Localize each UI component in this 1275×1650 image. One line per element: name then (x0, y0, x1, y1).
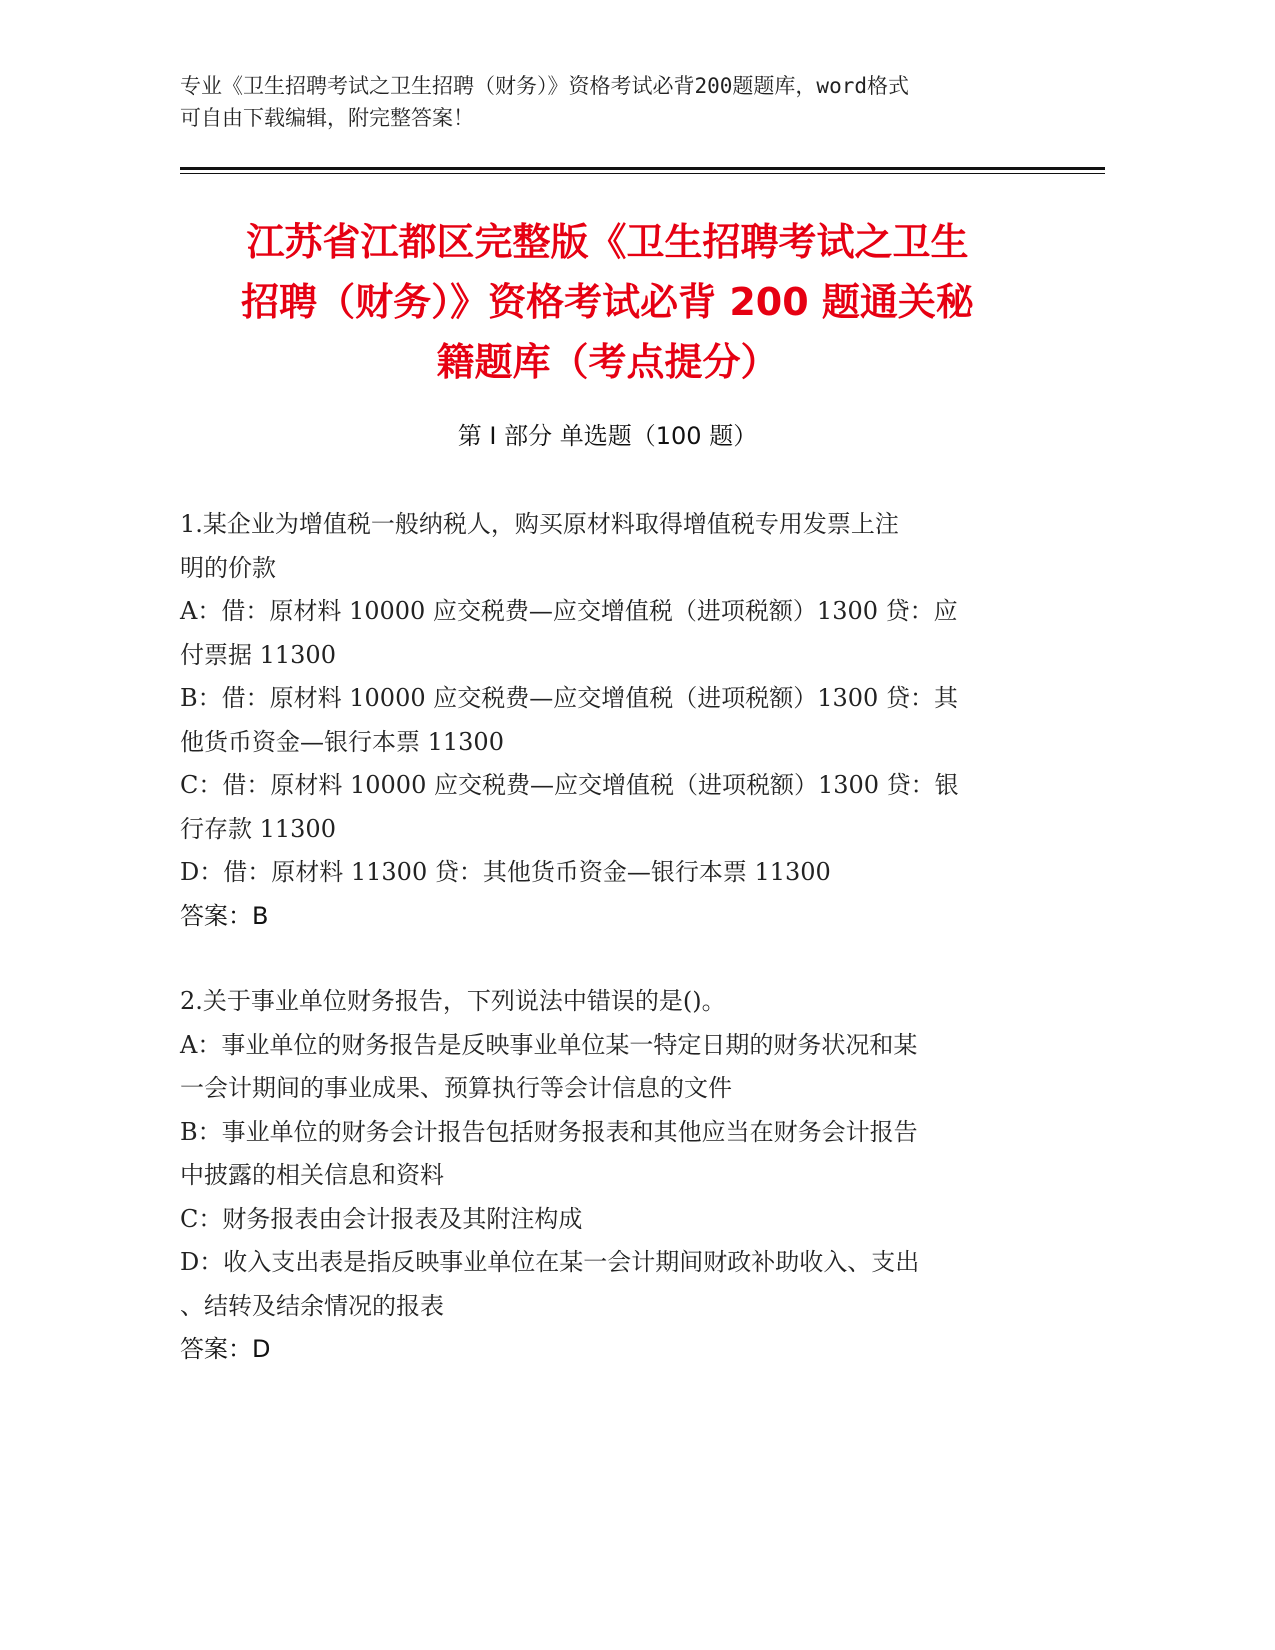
option-line: B：借：原材料 10000 应交税费—应交增值税（进项税额）1300 贷：其 (180, 684, 958, 712)
answer-line: 答案：B (180, 901, 269, 930)
question-2 (180, 980, 1040, 1372)
option-line: 中披露的相关信息和资料 (180, 1161, 444, 1189)
option-line: B：事业单位的财务会计报告包括财务报表和其他应当在财务会计报告 (180, 1117, 918, 1146)
option-line: 一会计期间的事业成果、预算执行等会计信息的文件 (180, 1074, 732, 1102)
header-divider-thin (180, 173, 1105, 174)
document-title-line-3: 籍题库（考点提分） (436, 340, 779, 384)
header-divider-thick (180, 167, 1105, 170)
question-stem-line: 1.某企业为增值税一般纳税人，购买原材料取得增值税专用发票上注 (180, 510, 899, 538)
option-line: 他货币资金—银行本票 11300 (180, 727, 504, 756)
option-line: 、结转及结余情况的报表 (180, 1291, 444, 1320)
question-stem-line: 明的价款 (180, 553, 276, 582)
document-title-line-1: 江苏省江都区完整版《卫生招聘考试之卫生 (246, 220, 969, 264)
header-note (180, 70, 1060, 134)
option-line: A：借：原材料 10000 应交税费—应交增值税（进项税额）1300 贷：应 (180, 597, 958, 625)
option-line: C：借：原材料 10000 应交税费—应交增值税（进项税额）1300 贷：银 (180, 771, 959, 799)
document-title-line-2: 招聘（财务）》资格考试必背 200 题通关秘 (241, 280, 974, 324)
header-note-line-2: 可自由下载编辑，附完整答案！ (180, 106, 474, 130)
option-line: D：收入支出表是指反映事业单位在某一会计期间财政补助收入、支出 (180, 1248, 920, 1276)
option-line: 行存款 11300 (180, 814, 336, 843)
header-note-line-1: 专业《卫生招聘考试之卫生招聘（财务）》资格考试必背200题题库，word格式 (180, 74, 909, 98)
option-line: 付票据 11300 (180, 640, 336, 669)
option-line: A：事业单位的财务报告是反映事业单位某一特定日期的财务状况和某 (180, 1030, 918, 1059)
section-heading: 第 I 部分 单选题（100 题） (457, 422, 758, 450)
question-1 (180, 503, 1040, 938)
answer-line: 答案：D (180, 1335, 271, 1363)
question-stem-line: 2.关于事业单位财务报告，下列说法中错误的是()。 (180, 987, 726, 1015)
option-line: C：财务报表由会计报表及其附注构成 (180, 1204, 583, 1233)
option-line: D：借：原材料 11300 贷：其他货币资金—银行本票 11300 (180, 858, 831, 886)
document-title (150, 212, 1065, 392)
